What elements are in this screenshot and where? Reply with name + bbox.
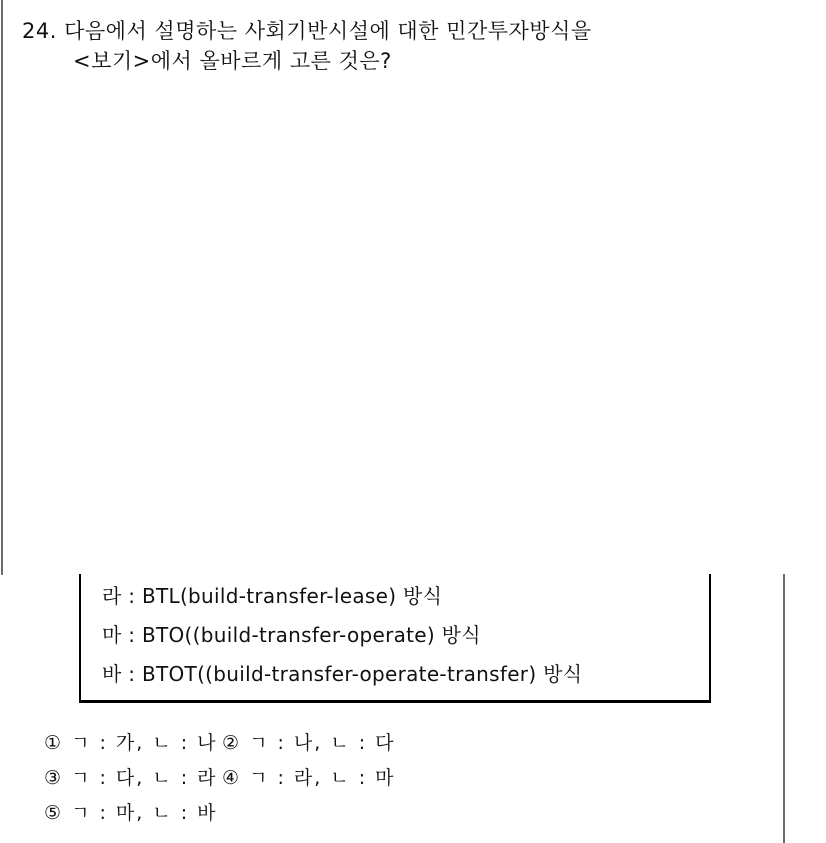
- choice-1[interactable]: ① ㄱ : 가, ㄴ : 나: [44, 732, 218, 754]
- answer-choices: [44, 728, 400, 833]
- choice-3[interactable]: ③ ㄱ : 다, ㄴ : 라: [44, 767, 218, 789]
- bogi-item-ra: 라 : BTL(build-transfer-lease) 방식: [102, 584, 443, 608]
- bogi-item-ma: 마 : BTO((build-transfer-operate) 방식: [102, 623, 481, 647]
- choice-5[interactable]: ⑤ ㄱ : 마, ㄴ : 바: [44, 802, 218, 824]
- choice-2[interactable]: ② ㄱ : 나, ㄴ : 다: [222, 732, 396, 754]
- choice-row-1: [44, 728, 400, 763]
- question-stem: [22, 16, 592, 76]
- left-column-rule: [1, 0, 3, 575]
- right-column-rule: [783, 574, 785, 843]
- choice-row-2: [44, 763, 400, 798]
- choice-4[interactable]: ④ ㄱ : 라, ㄴ : 마: [222, 767, 396, 789]
- bogi-box: [79, 574, 711, 703]
- question-number: 24.: [22, 19, 57, 43]
- choice-row-3: [44, 798, 400, 833]
- question-line-2: <보기>에서 올바르게 고른 것은?: [73, 49, 392, 73]
- question-text-1: 다음에서 설명하는 사회기반시설에 대한 민간투자방식을: [64, 19, 592, 43]
- bogi-item-ba: 바 : BTOT((build-transfer-operate-transfer) 방식: [102, 662, 583, 686]
- question-line-1: [22, 16, 592, 46]
